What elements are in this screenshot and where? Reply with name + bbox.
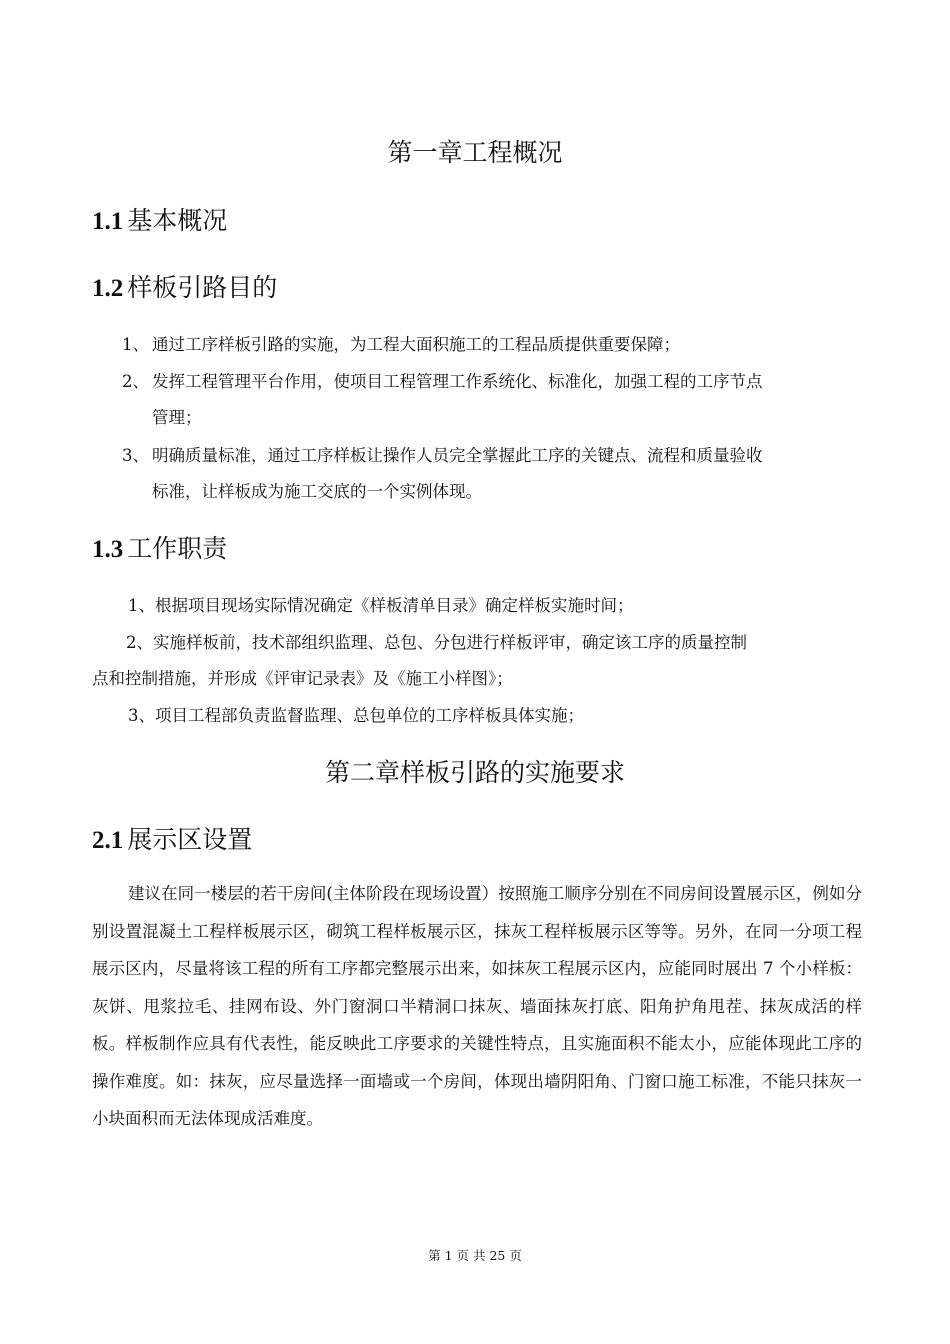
section-1-2-heading (92, 272, 277, 305)
purpose-item-3 (122, 438, 862, 510)
section-1-3-heading (92, 533, 227, 566)
list-marker: 3、 (122, 446, 149, 465)
section-number: 1.1 (92, 208, 124, 235)
section-number: 1.3 (92, 536, 124, 563)
display-area-paragraph: 建议在同一楼层的若干房间(主体阶段在现场设置）按照施工顺序分别在不同房间设置展示区，例如分别设置混凝土工程样板展示区，砌筑工程样板展示区，抹灰工程样板展示区等等。另外，在同一分项工程展示区内，尽量将该工程的所有工序都完整展示出来，如抹灰工程展示区内，应能同时展出 7 个小样板：灰饼、甩浆拉毛、挂网布设、外门窗洞口半精洞口抹灰、墙面抹灰打底、阳角护角甩茬、抹灰成活的样板。样板制作应具有代表性，能反映此工序要求的关键性特点，且实施面积不能太小，应能体现此工序的操作难度。如：抹灰，应尽量选择一面墙或一个房间，体现出墙阴阳角、门窗口施工标准，不能只抹灰一小块面积而无法体现成活难度。 (92, 884, 862, 1128)
purpose-item-1 (122, 327, 862, 363)
duty-item-1: 1、根据项目现场实际情况确定《样板清单目录》确定样板实施时间； (128, 596, 634, 615)
section-2-1-heading (92, 824, 252, 857)
duty-item-2-continuation: 点和控制措施，并形成《评审记录表》及《施工小样图》； (92, 669, 513, 688)
duty-item-2: 2、实施样板前，技术部组织监理、总包、分包进行样板评审，确定该工序的质量控制 (126, 633, 747, 652)
section-number: 2.1 (92, 827, 124, 854)
section-title-text: 基本概况 (127, 206, 228, 235)
purpose-item-2 (122, 364, 862, 436)
list-item-text: 明确质量标准，通过工序样板让操作人员完全掌握此工序的关键点、流程和质量验收 (152, 446, 763, 465)
list-item-continuation: 管理； (152, 408, 202, 427)
list-item-continuation: 标准，让样板成为施工交底的一个实例体现。 (152, 482, 482, 501)
section-title-text: 展示区设置 (127, 825, 253, 854)
list-marker: 2、 (122, 372, 149, 391)
list-item-text: 发挥工程管理平台作用，使项目工程管理工作系统化、标准化，加强工程的工序节点 (152, 372, 763, 391)
section-1-1-heading (92, 205, 227, 238)
section-title-text: 工作职责 (127, 534, 228, 563)
chapter-2-title: 第二章样板引路的实施要求 (324, 758, 625, 787)
section-number: 1.2 (92, 275, 124, 302)
list-item-text: 通过工序样板引路的实施，为工程大面积施工的工程品质提供重要保障； (152, 335, 680, 354)
duty-item-3: 3、项目工程部负责监督监理、总包单位的工序样板具体实施； (128, 706, 584, 725)
section-title-text: 样板引路目的 (127, 273, 278, 302)
chapter-1-title: 第一章工程概况 (387, 138, 563, 167)
page-footer: 第 1 页 共 25 页 (428, 1248, 522, 1263)
list-marker: 1、 (122, 335, 149, 354)
